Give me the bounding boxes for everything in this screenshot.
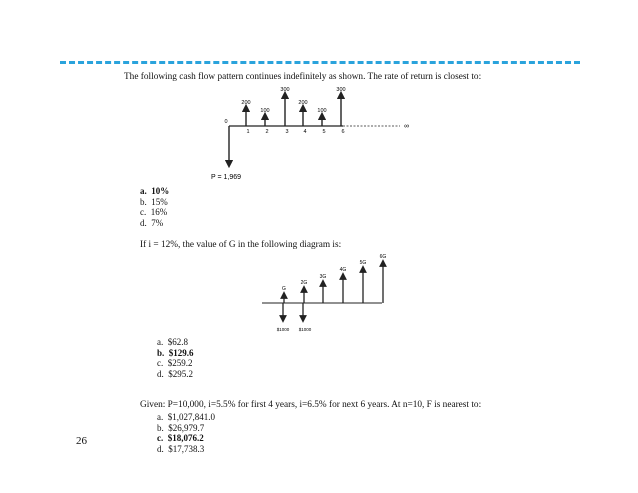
period-label-0: 0 <box>224 119 228 125</box>
g-label-3: 3G <box>319 274 327 280</box>
question-3-options <box>157 412 215 454</box>
option-2a[interactable]: a. $62.8 <box>157 337 188 347</box>
question-3-text: Given: P=10,000, i=5.5% for first 4 years, i=6.5% for next 6 years. At n=10, F is nearest to: <box>140 400 482 410</box>
present-value-label: P = 1,969 <box>211 174 242 181</box>
down-label-1: $1000 <box>276 327 290 332</box>
period-label-5: 5 <box>322 129 326 135</box>
period-label-1: 1 <box>246 129 250 135</box>
down-label-2: $1000 <box>298 327 312 332</box>
question-2-options <box>157 337 194 379</box>
period-label-6: 6 <box>341 129 345 135</box>
question-2-text: If i = 12%, the value of G in the following diagram is: <box>140 240 342 250</box>
cf-label-3: 300 <box>280 87 290 93</box>
option-2b[interactable]: b. $129.6 <box>157 347 194 358</box>
cf-label-2: 100 <box>260 108 270 114</box>
cf-label-1: 200 <box>241 100 251 106</box>
period-label-2: 2 <box>265 129 269 135</box>
option-1b[interactable]: b. 15% <box>140 196 168 207</box>
g-label-4: 4G <box>339 267 347 273</box>
cf-label-6: 300 <box>336 87 346 93</box>
cf-label-5: 100 <box>317 108 327 114</box>
page-number: 26 <box>76 435 87 447</box>
option-3c[interactable]: c. $18,076.2 <box>157 433 204 444</box>
infinity-label: ∞ <box>404 123 409 130</box>
option-2d[interactable]: d. $295.2 <box>157 368 193 379</box>
question-1-text: The following cash flow pattern continues indefinitely as shown. The rate of return is closest to: <box>124 72 482 82</box>
g-label-1: G <box>282 286 286 292</box>
g-label-2: 2G <box>300 280 308 286</box>
period-label-4: 4 <box>303 129 307 135</box>
option-3a[interactable]: a. $1,027,841.0 <box>157 412 215 422</box>
period-label-3: 3 <box>285 129 289 135</box>
g-label-6: 6G <box>379 254 387 260</box>
option-1a[interactable]: a. 10% <box>140 186 170 196</box>
option-1c[interactable]: c. 16% <box>140 207 168 218</box>
option-3b[interactable]: b. $26,979.7 <box>157 422 205 433</box>
cf-label-4: 200 <box>298 100 308 106</box>
option-1d[interactable]: d. 7% <box>140 217 164 228</box>
option-3d[interactable]: d. $17,738.3 <box>157 443 205 454</box>
option-2c[interactable]: c. $259.2 <box>157 358 193 369</box>
g-label-5: 5G <box>359 260 367 266</box>
